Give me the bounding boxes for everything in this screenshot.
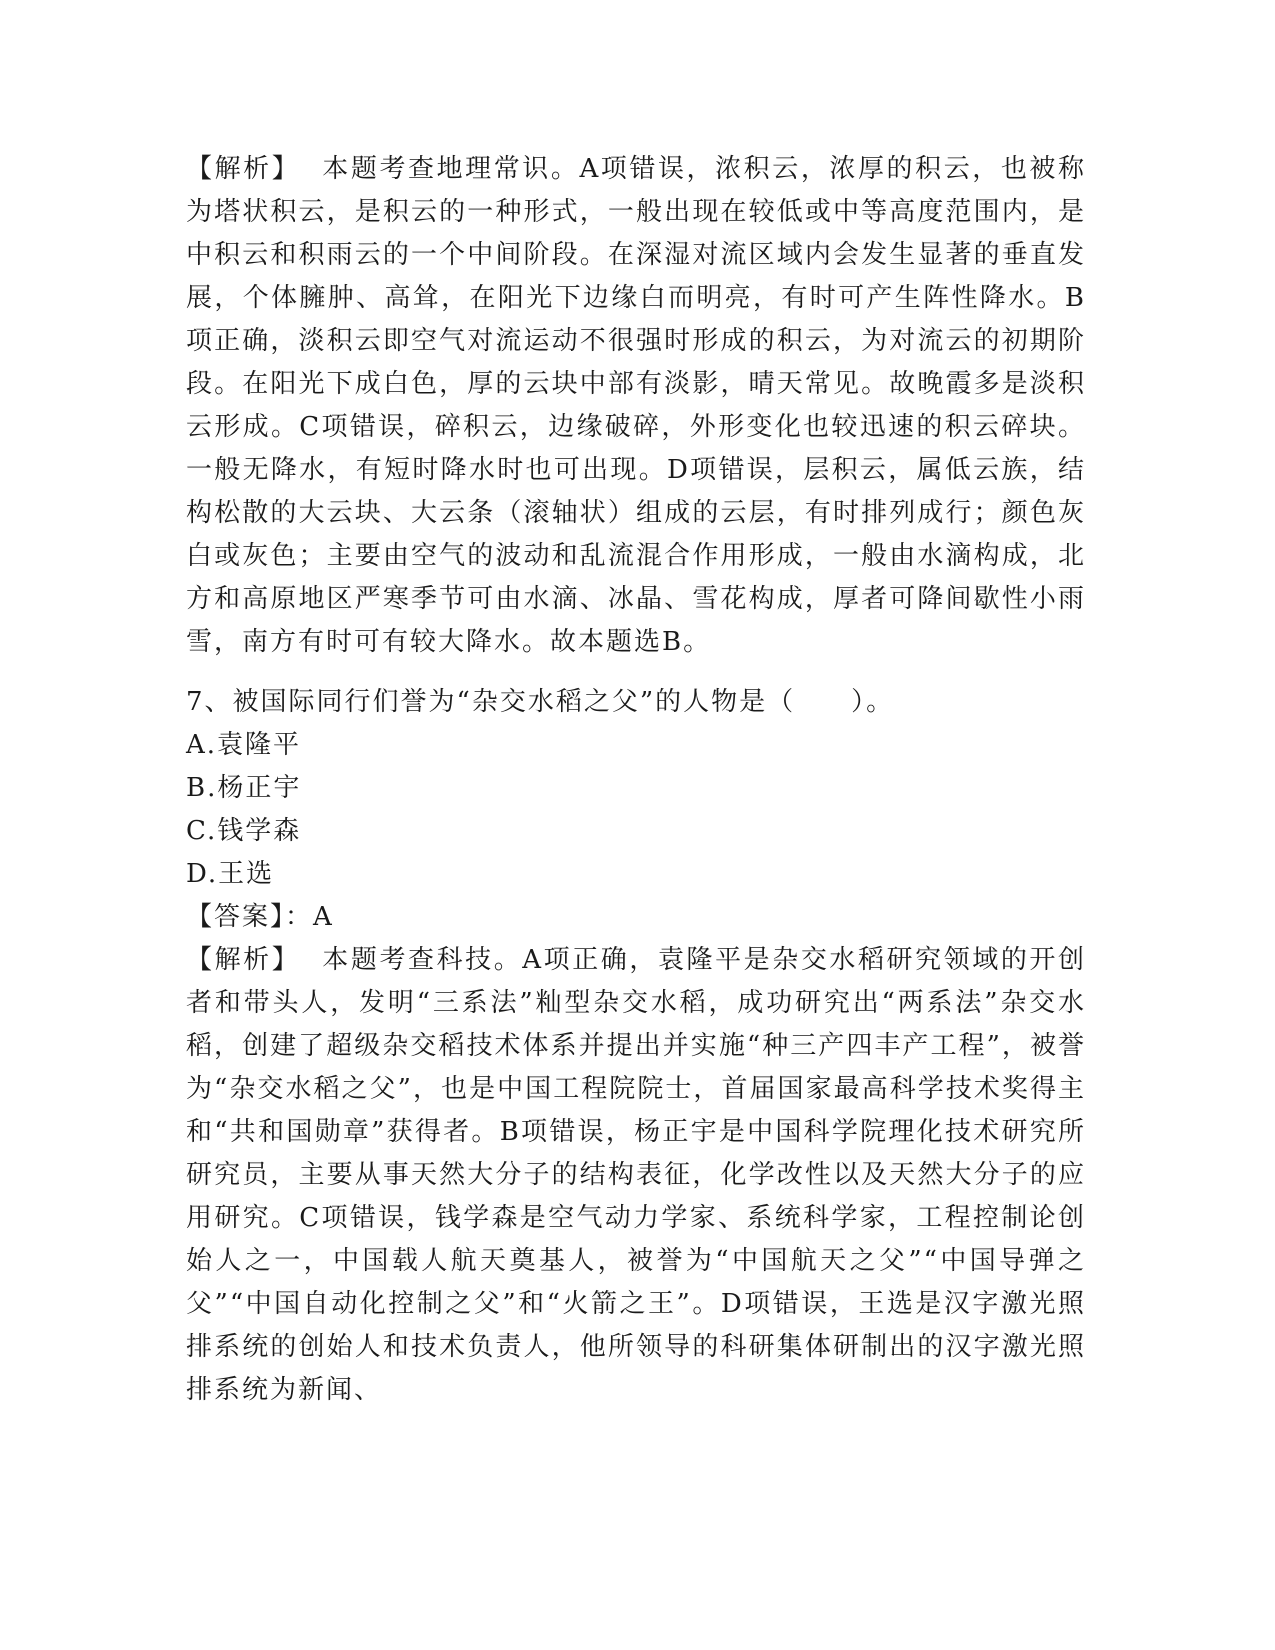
option-d: D.王选	[186, 859, 275, 889]
answer-line: 【答案】：A	[186, 902, 334, 932]
analysis-text: 本题考查科技。A项正确，袁隆平是杂交水稻研究领域的开创者和带头人，发明“三系法”籼型杂交水稻，成功研究出“两系法”杂交水稻，创建了超级杂交稻技术体系并提出并实施“种三产四丰产工程”，被誉为“杂交水稻之父”，也是中国工程院院士，首届国家最高科学技术奖得主和“共和国勋章”获得者。B项错误，杨正宇是中国科学院理化技术研究所研究员，主要从事天然大分子的结构表征，化学改性以及天然大分子的应用研究。C项错误，钱学森是空气动力学家、系统科学家，工程控制论创始人之一，中国载人航天奠基人，被誉为“中国航天之父”“中国导弹之父”“中国自动化控制之父”和“火箭之王”。D项错误，王选是汉字激光照排系统的创始人和技术负责人，他所领导的科研集体研制出的汉字激光照排系统为新闻、	[186, 945, 1086, 1405]
question-7-stem: 7、被国际同行们誉为“杂交水稻之父”的人物是（ ）。	[186, 687, 895, 717]
analysis-paragraph-q7	[186, 939, 1086, 1412]
document-page	[186, 148, 1086, 1412]
option-c: C.钱学森	[186, 816, 302, 846]
option-b: B.杨正宇	[186, 773, 302, 803]
option-a: A.袁隆平	[186, 730, 302, 760]
analysis-paragraph-q6	[186, 148, 1086, 664]
analysis-text: 本题考查地理常识。A项错误，浓积云，浓厚的积云，也被称为塔状积云，是积云的一种形式，一般出现在较低或中等高度范围内，是中积云和积雨云的一个中间阶段。在深湿对流区域内会发生显著的垂直发展，个体臃肿、高耸，在阳光下边缘白而明亮，有时可产生阵性降水。B项正确，淡积云即空气对流运动不很强时形成的积云，为对流云的初期阶段。在阳光下成白色，厚的云块中部有淡影，晴天常见。故晚霞多是淡积云形成。C项错误，碎积云，边缘破碎，外形变化也较迅速的积云碎块。一般无降水，有短时降水时也可出现。D项错误，层积云，属低云族，结构松散的大云块、大云条（滚轴状）组成的云层，有时排列成行；颜色灰白或灰色；主要由空气的波动和乱流混合作用形成，一般由水滴构成，北方和高原地区严寒季节可由水滴、冰晶、雪花构成，厚者可降间歇性小雨雪，南方有时可有较大降水。故本题选B。	[186, 154, 1086, 657]
analysis-label: 【解析】	[186, 945, 301, 975]
analysis-label: 【解析】	[186, 154, 301, 184]
